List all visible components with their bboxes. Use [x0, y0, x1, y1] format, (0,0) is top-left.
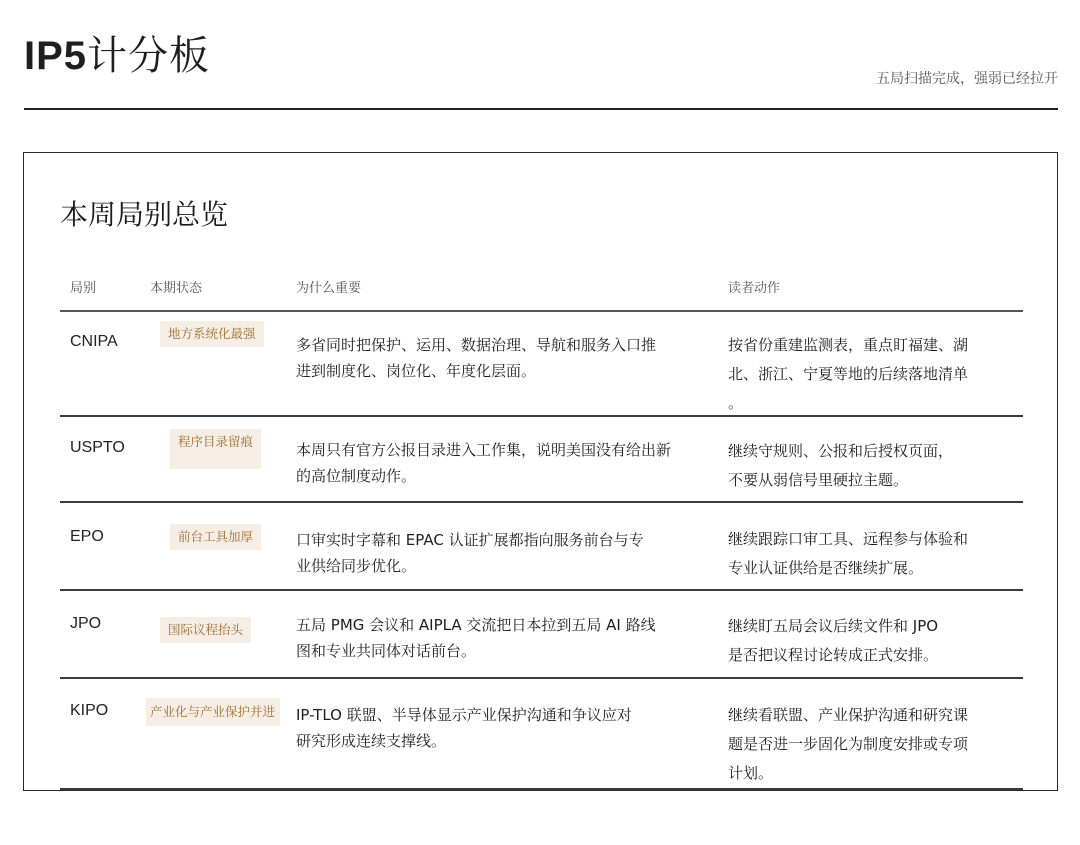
status-badge: 国际议程抬头: [160, 617, 251, 643]
action-text: [728, 525, 1006, 583]
action-line: 题是否进一步固化为制度安排或专项: [728, 735, 969, 753]
overview-card: [23, 152, 1058, 791]
column-header-status: 本期状态: [150, 281, 203, 296]
why-line: 研究形成连续支撑线。: [296, 732, 447, 750]
agency-name: JPO: [70, 615, 102, 632]
status-badge: 地方系统化最强: [160, 321, 264, 347]
table-bottom-rule: [60, 788, 1023, 790]
why-line: 进到制度化、岗位化、年度化层面。: [296, 362, 537, 380]
action-line: 继续跟踪口审工具、远程参与体验和: [728, 530, 969, 548]
action-line: 按省份重建监测表，重点盯福建、湖: [728, 336, 969, 354]
why-line: IP-TLO 联盟、半导体显示产业保护沟通和争议应对: [296, 706, 632, 724]
action-line: 继续看联盟、产业保护沟通和研究课: [728, 706, 969, 724]
why-line: 多省同时把保护、运用、数据治理、导航和服务入口推: [296, 336, 657, 354]
action-text: [728, 701, 1006, 788]
action-text: [728, 331, 1006, 418]
row-divider: [60, 677, 1023, 679]
action-line: 。: [728, 394, 744, 412]
action-text: [728, 437, 1006, 495]
why-line: 业供给同步优化。: [296, 557, 417, 575]
why-line: 本周只有官方公报目录进入工作集，说明美国没有给出新: [296, 441, 672, 459]
header-divider: [24, 108, 1058, 110]
action-line: 是否把议程讨论转成正式安排。: [728, 646, 939, 664]
title-text: 计分板: [87, 33, 211, 79]
action-text: [728, 612, 1006, 670]
column-header-action: 读者动作: [728, 281, 781, 296]
row-divider: [60, 501, 1023, 503]
agency-name: KIPO: [70, 702, 109, 719]
row-divider: [60, 415, 1023, 417]
agency-name: EPO: [70, 528, 104, 545]
action-line: 计划。: [728, 764, 774, 782]
why-line: 图和专业共同体对话前台。: [296, 642, 477, 660]
page-subtitle: 五局扫描完成，强弱已经拉开: [876, 71, 1058, 87]
action-line: 继续守规则、公报和后授权页面，: [728, 442, 954, 460]
why-line: 的高位制度动作。: [296, 467, 417, 485]
action-line: 继续盯五局会议后续文件和 JPO: [728, 617, 939, 635]
action-line: 专业认证供给是否继续扩展。: [728, 559, 924, 577]
row-divider: [60, 589, 1023, 591]
page-header: [24, 30, 1058, 110]
status-badge: 前台工具加厚: [170, 524, 261, 550]
why-text: [296, 437, 716, 489]
why-line: 五局 PMG 会议和 AIPLA 交流把日本拉到五局 AI 路线: [296, 616, 656, 634]
page-title: [24, 30, 210, 82]
why-line: 口审实时字幕和 EPAC 认证扩展都指向服务前台与专: [296, 531, 644, 549]
overview-title: 本周局别总览: [60, 198, 229, 231]
agency-name: USPTO: [70, 439, 125, 456]
table-header-divider: [60, 310, 1023, 312]
agency-name: CNIPA: [70, 333, 118, 350]
column-header-why: 为什么重要: [296, 281, 362, 296]
action-line: 北、浙江、宁夏等地的后续落地清单: [728, 365, 969, 383]
why-text: [296, 332, 716, 384]
status-badge: 程序目录留痕: [170, 429, 261, 469]
why-text: [296, 527, 716, 579]
title-brand: IP5: [24, 34, 88, 78]
why-text: [296, 702, 716, 754]
status-badge: 产业化与产业保护并进: [146, 698, 280, 726]
action-line: 不要从弱信号里硬拉主题。: [728, 471, 909, 489]
why-text: [296, 612, 716, 664]
column-header-agency: 局别: [70, 281, 97, 296]
